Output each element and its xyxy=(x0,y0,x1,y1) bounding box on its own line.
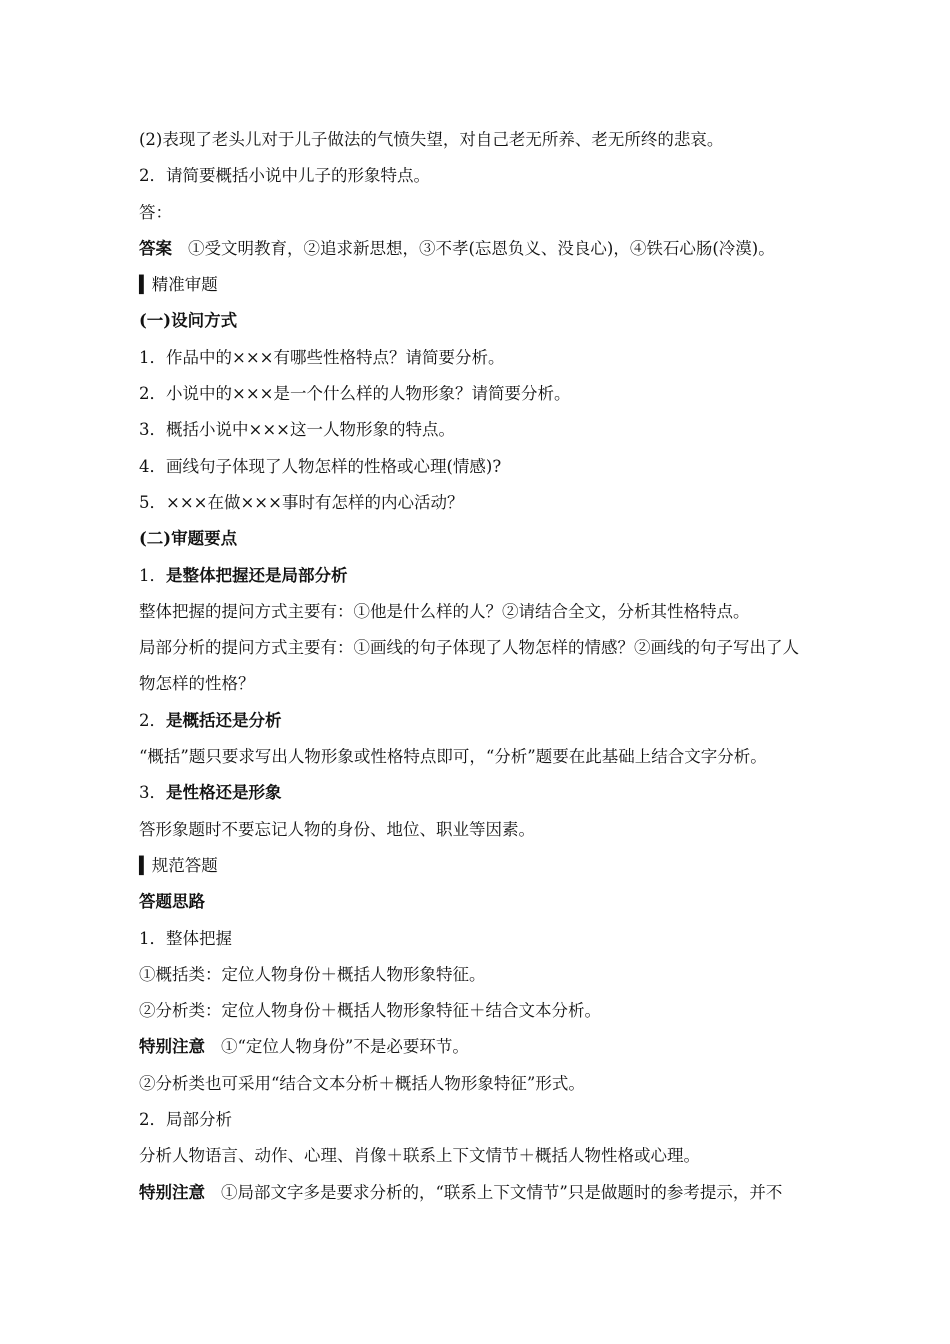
document-body xyxy=(139,126,819,1215)
note-line xyxy=(139,1033,819,1069)
section-title: 规范答题 xyxy=(151,855,218,875)
point-title: 是性格还是形象 xyxy=(166,783,282,803)
list-item: 4．画线句子体现了人物怎样的性格或心理(情感)? xyxy=(139,456,502,476)
text-line: ②分析类也可采用“结合文本分析＋概括人物形象特征”形式。 xyxy=(139,1073,585,1093)
note-label: 特别注意 xyxy=(139,1182,205,1202)
point-number: 2． xyxy=(139,710,166,730)
text-line: 物怎样的性格？ xyxy=(139,674,255,694)
answer-label: 答案 xyxy=(139,238,172,258)
text-line: “概括”题只要求写出人物形象或性格特点即可，“分析”题要在此基础上结合文字分析。 xyxy=(139,747,767,767)
list-item: 2．局部分析 xyxy=(139,1110,232,1130)
text-line: (2)表现了老头儿对于儿子做法的气愤失望，对自己老无所养、老无所终的悲哀。 xyxy=(139,130,724,149)
point-heading xyxy=(139,562,819,598)
point-title: 是概括还是分析 xyxy=(166,710,282,730)
note-text: ①“定位人物身份”不是必要环节。 xyxy=(221,1037,469,1057)
subheading-review-points: (二)审题要点 xyxy=(139,529,238,549)
point-title: 是整体把握还是局部分析 xyxy=(166,565,348,585)
list-item: 1．整体把握 xyxy=(139,928,232,948)
point-heading xyxy=(139,779,819,815)
list-item: 5．×××在做×××事时有怎样的内心活动？ xyxy=(139,492,464,512)
section-heading-standard-answer xyxy=(139,852,819,888)
section-heading-precise-review xyxy=(139,271,819,307)
subheading-question-forms: (一)设问方式 xyxy=(139,311,238,331)
point-heading xyxy=(139,707,819,743)
section-marker-icon: ▍ xyxy=(139,855,152,875)
list-item: 2．小说中的×××是一个什么样的人物形象？请简要分析。 xyxy=(139,384,571,404)
section-title: 精准审题 xyxy=(151,275,218,295)
text-line: 答形象题时不要忘记人物的身份、地位、职业等因素。 xyxy=(139,819,535,839)
text-line: ②分析类：定位人物身份＋概括人物形象特征＋结合文本分析。 xyxy=(139,1001,601,1021)
note-line xyxy=(139,1179,819,1215)
note-label: 特别注意 xyxy=(139,1037,205,1057)
text-line: ①概括类：定位人物身份＋概括人物形象特征。 xyxy=(139,964,486,984)
list-item: 3．概括小说中×××这一人物形象的特点。 xyxy=(139,420,455,440)
note-text: ①局部文字多是要求分析的，“联系上下文情节”只是做题时的参考提示，并不 xyxy=(221,1182,783,1202)
text-line: 分析人物语言、动作、心理、肖像＋联系上下文情节＋概括人物性格或心理。 xyxy=(139,1146,700,1166)
list-item: 1．作品中的×××有哪些性格特点？请简要分析。 xyxy=(139,347,505,367)
answer-line xyxy=(139,235,819,271)
text-line: 局部分析的提问方式主要有：①画线的句子体现了人物怎样的情感？②画线的句子写出了人 xyxy=(139,638,799,658)
point-number: 3． xyxy=(139,783,166,803)
section-marker-icon: ▍ xyxy=(139,275,152,295)
question-2: 2．请简要概括小说中儿子的形象特点。 xyxy=(139,166,430,186)
answer-prompt: 答： xyxy=(139,202,172,222)
point-number: 1． xyxy=(139,565,166,585)
subheading-answer-approach: 答题思路 xyxy=(139,892,205,912)
text-line: 整体把握的提问方式主要有：①他是什么样的人？②请结合全文，分析其性格特点。 xyxy=(139,601,750,621)
answer-text: ①受文明教育，②追求新思想，③不孝(忘恩负义、没良心)，④铁石心肠(冷漠)。 xyxy=(188,238,775,258)
